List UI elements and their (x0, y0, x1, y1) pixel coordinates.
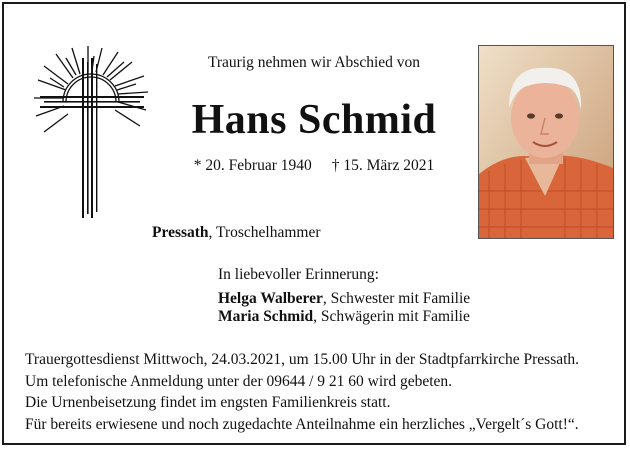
deceased-name: Hans Schmid (191, 97, 437, 143)
mourner-name: Helga Walberer (218, 290, 323, 307)
mourner-entry (218, 308, 470, 326)
life-dates (154, 157, 474, 175)
radiant-cross-icon (30, 44, 154, 220)
info-line: Trauergottesdienst Mittwoch, 24.03.2021, um 15.00 Uhr in der Stadtpfarrkirche Pressath. (25, 351, 580, 368)
memory-line: In liebevoller Erinnerung: (218, 266, 379, 283)
mourner-entry (218, 290, 470, 308)
residence-town: Pressath (152, 224, 209, 241)
info-line: Um telefonische Anmeldung unter der 09644 / 9 21 60 wird gebeten. (25, 372, 453, 390)
info-line: Für bereits erwiesene und noch zugedachte Anteilnahme ein herzliches „Vergelt´s Gott!“. (25, 415, 579, 433)
service-info (25, 349, 579, 435)
obituary-notice (2, 2, 626, 445)
mourner-relation: , Schwägerin mit Familie (313, 308, 470, 325)
death-date: † 15. März 2021 (331, 157, 435, 174)
portrait-photo (478, 45, 614, 239)
mourner-name: Maria Schmid (218, 308, 314, 325)
birth-date: * 20. Februar 1940 (193, 157, 312, 174)
residence-district: , Troschelhammer (208, 224, 321, 241)
info-line: Die Urnenbeisetzung findet im engsten Familienkreis statt. (25, 394, 391, 411)
intro-line: Traurig nehmen wir Abschied von (207, 54, 421, 71)
mourners-list (218, 290, 470, 326)
mourner-relation: , Schwester mit Familie (322, 290, 471, 307)
residence-line (152, 224, 320, 242)
